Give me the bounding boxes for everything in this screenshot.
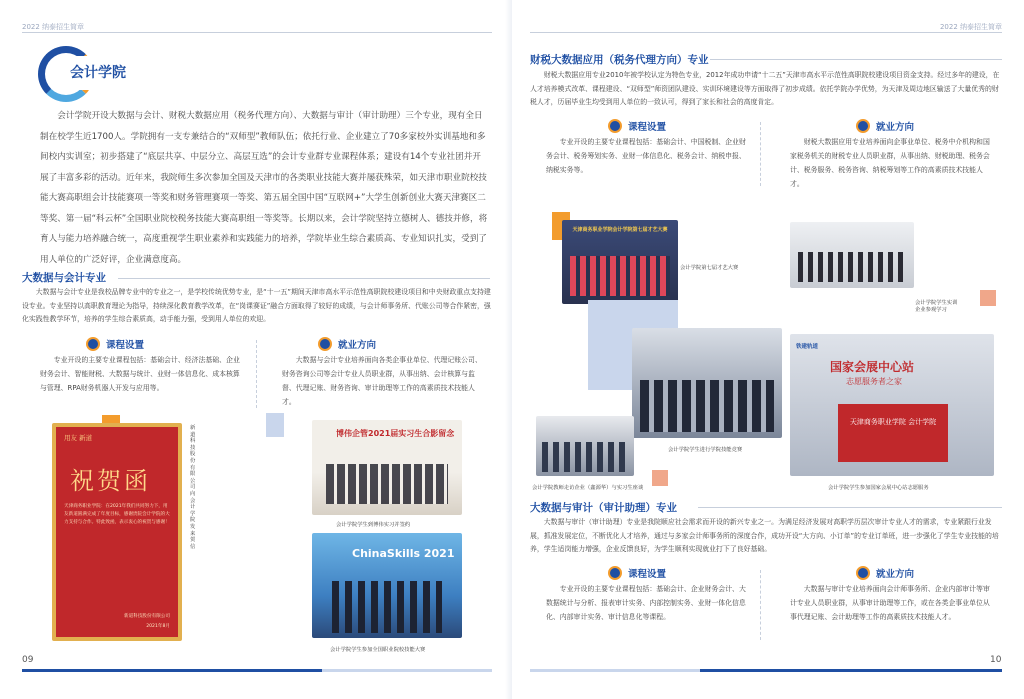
course-text: 专业开设的主要专业课程包括：基础会计、经济法基础、企业财务会计、智能财税、大数据与统计、业财一体信息化、成本核算与管理、RPA财务机器人开发与应用等。 <box>40 356 240 392</box>
job-heading: 就业方向 <box>338 340 377 351</box>
photo-caption: 会计学院学生进行学院技能竞赛 <box>668 447 743 453</box>
course-heading: 课程设置 <box>628 569 667 580</box>
section-title-big-data-accounting: 大数据与会计专业 <box>22 272 106 284</box>
course-heading: 课程设置 <box>628 122 667 133</box>
letter-brand: 用友 新道 <box>64 434 93 442</box>
photo-talent-show <box>562 220 678 304</box>
job-text: 大数据与会计专业培养面向各类企事业单位、代理记账公司、财务咨询公司等会计专业人员职业群，从事出纳、会计核算与监督、代理记账、财务咨询、审计助理等工作的高素质技术技能人才。 <box>282 356 482 406</box>
section-title-audit: 大数据与审计（审计助理）专业 <box>530 502 677 514</box>
photo-caption: 会计学院教师走访企业（鑫源华）与实习生座谈 <box>532 485 644 491</box>
photo-skills-contest <box>312 533 462 638</box>
job-heading: 就业方向 <box>876 569 915 580</box>
job-icon <box>856 566 870 580</box>
photo-banner: 天津商务职业学院会计学院第七届才艺大赛 <box>572 227 668 233</box>
photo-skills-competition <box>632 328 782 438</box>
job-heading: 就业方向 <box>876 122 915 133</box>
photo-banner: ChinaSkills 2021 <box>352 547 455 560</box>
page-title: 会计学院 <box>70 65 126 81</box>
section-desc: 大数据与会计专业是我校品牌专业中的专业之一，是学校传统优势专业，是“十一五”期间天津市高水平示范性高职院校建设项目和中央财政重点支持建设专业。专业坚持以高职教育理论为指导，持续深化教育教学改革，在“岗课赛证”融合方面取得了较好的成绩，与会计师事务所、代账公司等合作紧密，强化实践性教学环节，培养的学生综合素质高，动手能力强，受到用人单位的欢迎。 <box>22 288 491 323</box>
job-text: 财税大数据应用专业培养面向企事业单位、税务中介机构和国家税务机关的财税专业人员职业群，从事出纳、财税助理、税务会计、税务服务、税务咨询、纳税筹划等工作的高素质技术技能人才。 <box>790 138 990 188</box>
letter-caption-vertical: 新道科技股份有限公司向会计学院发来贺信 <box>190 425 196 550</box>
letter-date: 2021年8月 <box>146 624 170 629</box>
right-page <box>512 0 1024 699</box>
photo-caption: 会计学院第七届才艺大赛 <box>680 265 739 271</box>
letter-sign: 新道科技股份有限公司 <box>124 614 170 619</box>
page-number-left: 09 <box>22 655 34 665</box>
congratulation-letter <box>52 423 182 641</box>
photo-teacher-visit <box>536 416 634 476</box>
photo-internship-signing <box>312 420 462 515</box>
photo-volunteer-service <box>790 334 994 476</box>
sign-text: 国家会展中心站 <box>830 360 915 374</box>
section-desc: 财税大数据应用专业2010年被学校认定为特色专业，2012年成功申请“十二五”天津市高水平示范性高职院校建设项目资金支持。经过多年的建设，在人才培养模式改革、课程建设、“双师型”师资团队建设、实训环境建设等方面取得了初步成绩。依托学院办学优势，为天津及周边地区输送了大量优秀的财税人才，历届毕业生均受到用人单位的一致认可，得到了家长和社会的高度肯定。 <box>530 71 1000 106</box>
header-right: 2022 纳泰招生简章 <box>939 23 1002 31</box>
course-text: 专业开设的主要专业课程包括：基础会计、企业财务会计、大数据统计与分析、报表审计实务、内部控制实务、业财一体化信息化、内部审计实务、审计信息化等课程。 <box>546 585 746 621</box>
photo-banner: 天津商务职业学院 会计学院 <box>838 404 948 462</box>
section-title-tax: 财税大数据应用（税务代理方向）专业 <box>530 54 709 66</box>
photo-caption: 会计学院学生参加国家会展中心站志愿服务 <box>828 485 929 491</box>
letter-heading: 祝贺函 <box>70 467 151 495</box>
sign-text: 志愿服务者之家 <box>846 377 902 386</box>
course-heading: 课程设置 <box>106 340 145 351</box>
photo-caption: 会计学院学生参加全国职业院校技能大赛 <box>330 647 426 653</box>
course-icon <box>86 337 100 351</box>
course-icon <box>608 566 622 580</box>
photo-caption: 会计学院学生实训 企业参观学习 <box>915 300 958 313</box>
course-icon <box>608 119 622 133</box>
header-divider <box>22 32 492 33</box>
job-text: 大数据与审计专业培养面向会计师事务所、企业内部审计等审计专业人员职业群，从事审计助理等工作，或在各类企事业单位从事代理记账、会计助理等工作的高素质技术技能人才。 <box>790 585 990 621</box>
sign-text: 铁建轨道 <box>796 344 819 350</box>
photo-company-visit <box>790 222 914 288</box>
photo-banner: 博伟企管2021届实习生合影留念 <box>336 429 455 438</box>
letter-body: 天津商务职业学院：在2021年我们共同努力下，用友新道圆满完成了年度目标，感谢贵院会计学院的大力支持与合作。特此致函，表示衷心的祝贺与感谢！ <box>64 504 170 525</box>
photo-caption: 会计学院学生到博伟实习并签约 <box>336 522 411 528</box>
page-number-right: 10 <box>990 655 1002 665</box>
section-desc: 大数据与审计（审计助理）专业是我院顺应社会需求而开设的新兴专业之一。为满足经济发展对高职学历层次审计专业人才的需求，专业紧跟行业发展，抓准发展定位，不断优化人才培养，通过与多家会计师事务所的深度合作，成功开设“大方向、小订单”的专业订单班，进一步强化了学生专业技能的培养，学生适岗能力增强，企业反馈良好，为学生顺利实现就业打下了良好基础。 <box>530 518 999 553</box>
job-icon <box>318 337 332 351</box>
header-left: 2022 纳泰招生简章 <box>22 23 85 31</box>
course-text: 专业开设的主要专业课程包括：基础会计、中国税制、企业财务会计、税务筹划实务、业财一体信息化、税务会计、纳税申报、纳税实务等。 <box>546 138 746 174</box>
intro-paragraph: 会计学院开设大数据与会计、财税大数据应用（税务代理方向）、大数据与审计（审计助理）三个专业，现有全日制在校学生近1700人。学院拥有一支专兼结合的“双师型”教师队伍；依托行业、企业建立了70多家校外实训基地和多间校内实训室；初步搭建了“底层共享、中层分立、高层互选”的会计专业群专业课程体系；建设有14个专业社团并开展了丰富多彩的活动。近年来，我院师生多次参加全国及天津市的各类职业技能大赛并屡获殊荣，如天津市职业院校技能大赛高职组会计技能赛项一等奖和财务管理赛项一等奖、第五届全国中国“互联网+”大学生创新创业大赛天津赛区二等奖、第一届“科云杯”全国职业院校税务技能大赛高职组一等奖等。长期以来，会计学院坚持立德树人、德技并修，将育人与能力培养融合统一，高度重视学生职业素养和实践能力的培养，学院毕业生综合素质高、专业知识扎实，受到了用人单位的广泛好评，企业满意度高。 <box>40 111 488 265</box>
job-icon <box>856 119 870 133</box>
